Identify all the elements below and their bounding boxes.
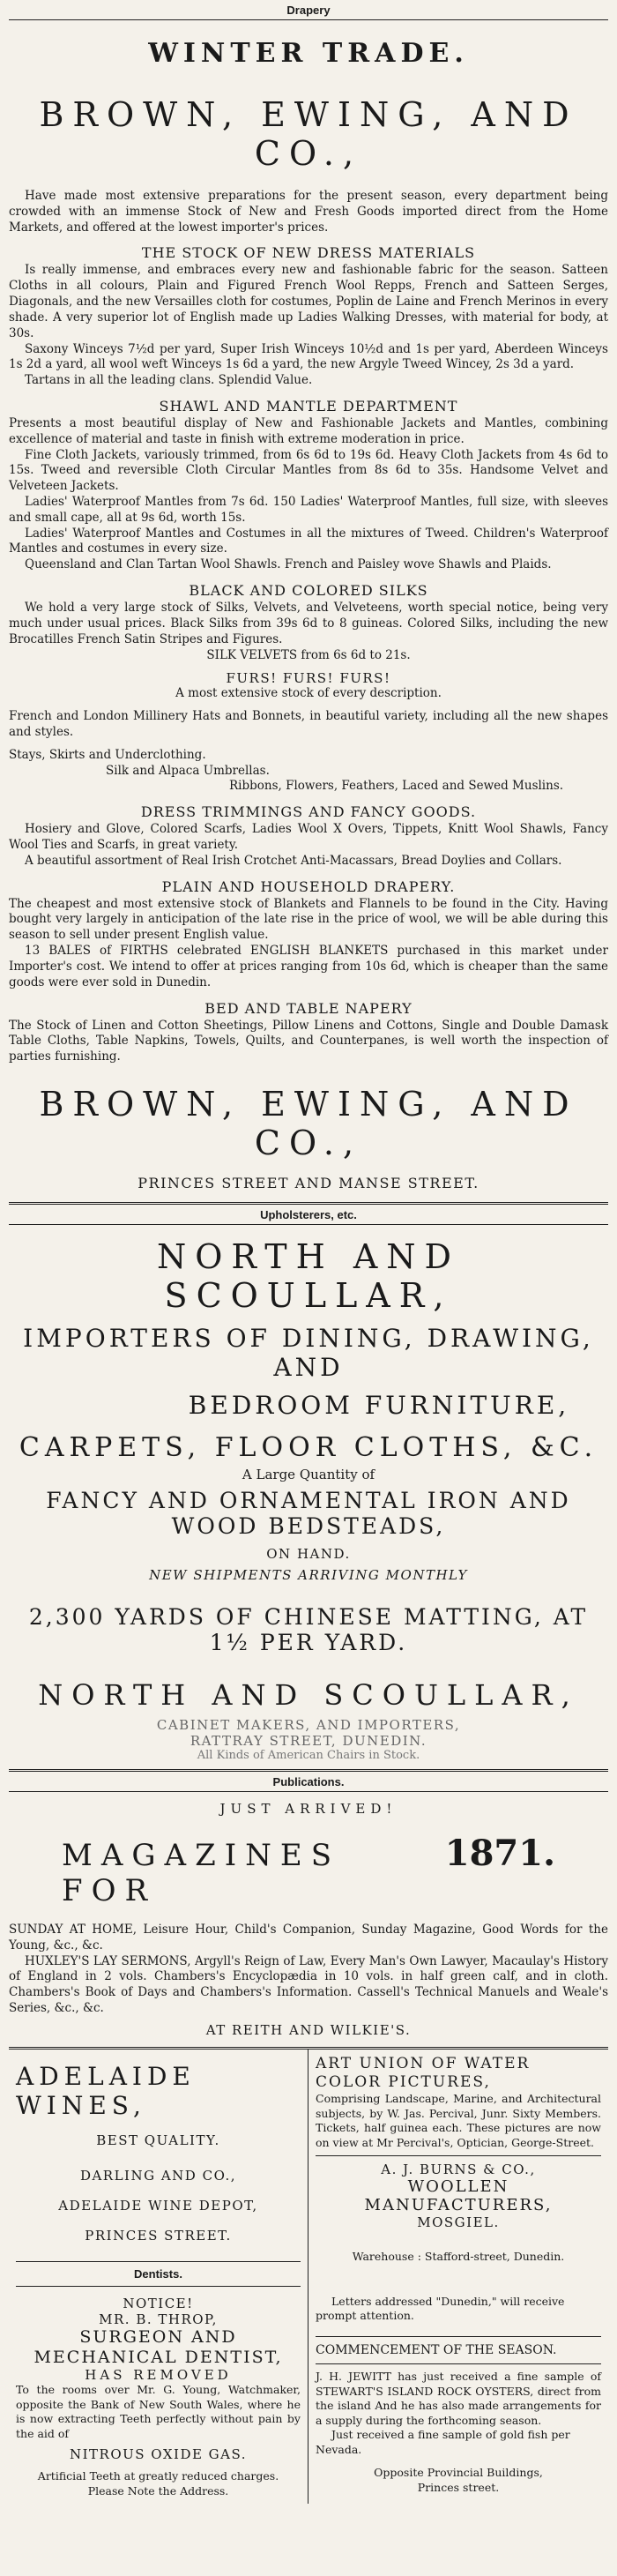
plain-blankets: 13 BALES of FIRTHS celebrated ENGLISH BLANKETS purchased in this market under Importer's cost. We intend to offer at prices ranging from 10s 6d, which is cheaper than the same goods were ever sold in Dunedin. xyxy=(9,944,608,989)
dentist-notice: NOTICE! xyxy=(123,2295,194,2311)
dentist-title: SURGEON AND MECHANICAL DENTIST, xyxy=(33,2326,283,2367)
firm-address: PRINCES STREET AND MANSE STREET. xyxy=(138,1174,479,1191)
ns-on-hand: ON HAND. xyxy=(266,1545,351,1562)
dress-body: Is really immense, and embraces every new and fashionable fabric for the season. Satteen Cloths in all colours, Plain and Figured French Wool Repps, French and Satteen Serges, Diagonals, and the new Versailles cloth for costumes, Poplin de Laine and French Merinos in every shade. A very superior lot of English made up Ladies Walking Dresses, with material for body, at 30s. xyxy=(9,263,608,340)
magazines-for: MAGAZINES FOR xyxy=(62,1837,340,1908)
shawl-costumes: Ladies' Waterproof Mantles and Costumes in all the mixtures of Tweed. Children's Waterproof Mantles and costumes in every size. xyxy=(9,526,608,556)
ns-cabinet: CABINET MAKERS, AND IMPORTERS, xyxy=(156,1716,461,1733)
dress-tartans: Tartans in all the leading clans. Splendid Value. xyxy=(25,373,313,388)
ribbons: Ribbons, Flowers, Feathers, Laced and Sewed Muslins. xyxy=(229,779,564,794)
burns-letters: Letters addressed "Dunedin," will receive prompt attention. xyxy=(316,2294,565,2323)
shawl-waterproof: Ladies' Waterproof Mantles from 7s 6d. 150 Ladies' Waterproof Mantles, full size, with sleeves and small cape, all at 9s 6d, worth 15s. xyxy=(9,495,608,525)
adelaide-title: ADELAIDE WINES, xyxy=(16,2061,196,2120)
left-column xyxy=(9,2050,308,2505)
bed-body: The Stock of Linen and Cotton Sheetings, Pillow Linens and Cottons, Single and Double Damask Table Cloths, Table Napkins, Towels, Quilts, and Counterpanes, is well worth the inspection of parties furnishing. xyxy=(9,1018,608,1064)
dress-heading: THE STOCK OF NEW DRESS MATERIALS xyxy=(141,244,476,262)
right-column xyxy=(308,2050,608,2505)
section-dentists: Dentists. xyxy=(134,2266,182,2281)
burns-place: MOSGIEL. xyxy=(417,2214,500,2231)
drapery-intro: Have made most extensive preparations for the present season, every department being crowded with an immense Stock of New and Fresh Goods imported direct from the Home Markets, and offered at the lowest importer's prices. xyxy=(9,189,608,235)
adelaide-firm: DARLING AND CO., xyxy=(79,2167,237,2184)
dentist-body: To the rooms over Mr. G. Young, Watchmaker, opposite the Bank of New South Wales, where he is now extracting Teeth perfectly without pain by the aid of xyxy=(16,2383,301,2440)
classified-columns xyxy=(9,2047,608,2505)
shawl-body: Presents a most beautiful display of New and Fashionable Jackets and Mantles, combining excellence of material and taste in finish with extreme moderation in price. xyxy=(9,415,608,446)
silk-velvets: SILK VELVETS from 6s 6d to 21s. xyxy=(206,647,411,662)
adelaide-street: PRINCES STREET. xyxy=(85,2227,232,2244)
ns-street: RATTRAY STREET, DUNEDIN. xyxy=(190,1732,427,1749)
ns-bedsteads: FANCY AND ORNAMENTAL IRON AND WOOD BEDSTEADS, xyxy=(46,1487,571,1539)
plain-heading: PLAIN AND HOUSEHOLD DRAPERY. xyxy=(161,877,456,895)
magazines-line xyxy=(9,1833,608,1908)
stays: Stays, Skirts and Underclothing. xyxy=(9,747,206,762)
artunion-body: Comprising Landscape, Marine, and Architectural subjects, by W. Jas. Percival, Junr. Sixty Members. Tickets, half guinea each. These pictures are now on view at Mr Percival's, Optician, George-Street. xyxy=(316,2092,601,2149)
silk-heading: BLACK AND COLORED SILKS xyxy=(189,582,428,600)
ns-chairs: All Kinds of American Chairs in Stock. xyxy=(197,1748,420,1762)
jewitt-body: J. H. JEWITT has just received a fine sample of STEWART'S ISLAND ROCK OYSTERS, direct from the island And he has also made arrangements for a supply during the forthcoming season. xyxy=(316,2370,601,2427)
banner-winter-trade: WINTER TRADE. xyxy=(148,38,469,69)
jewitt-head: COMMENCEMENT OF THE SEASON. xyxy=(316,2342,557,2357)
ns-importers: IMPORTERS OF DINING, DRAWING, AND xyxy=(23,1323,594,1382)
umbrellas: Silk and Alpaca Umbrellas. xyxy=(106,763,270,778)
section-drapery: Drapery xyxy=(9,0,608,20)
firm-name-footer: BROWN, EWING, AND CO., xyxy=(39,1084,578,1162)
trim-crotchet: A beautiful assortment of Real Irish Crotchet Anti-Macassars, Bread Doylies and Collars. xyxy=(25,853,562,868)
burns-warehouse: Warehouse : Stafford-street, Dunedin. xyxy=(352,2250,565,2264)
millinery: French and London Millinery Hats and Bonnets, in beautiful variety, including all the new shapes and styles. xyxy=(9,709,608,739)
pub-huxley: HUXLEY'S LAY SERMONS, Argyll's Reign of Law, Every Man's Own Lawyer, Macaulay's History of England in 2 vols. Chambers's Encyclopædia in 10 vols. in half green calf, and in cloth. Chambers's Book of Days and Chambers's Information. Cassell's Technical Manuels and Weale's Series, &c., &c. xyxy=(9,1953,608,2015)
ns-firm-footer: NORTH AND SCOULLAR, xyxy=(38,1677,579,1712)
ns-carpets: CARPETS, FLOOR CLOTHS, &C. xyxy=(19,1431,598,1463)
ns-quantity: A Large Quantity of xyxy=(242,1466,375,1482)
pub-at: AT REITH AND WILKIE'S. xyxy=(205,2021,412,2038)
adelaide-quality: BEST QUALITY. xyxy=(96,2132,220,2148)
bed-heading: BED AND TABLE NAPERY xyxy=(204,999,413,1017)
trim-body: Hosiery and Glove, Colored Scarfs, Ladies Wool X Overs, Tippets, Knitt Wool Shawls, Fancy Wool Ties and Scarfs, in great variety. xyxy=(9,822,608,852)
burns-firm: A. J. BURNS & CO., xyxy=(381,2162,536,2178)
jewitt-addr2: Princes street. xyxy=(417,2480,500,2494)
dentist-name: MR. B. THROP, xyxy=(99,2311,218,2327)
furs-sub: A most extensive stock of every description. xyxy=(175,686,442,701)
pub-sunday: SUNDAY AT HOME, Leisure Hour, Child's Companion, Sunday Magazine, Good Words for the Young, &c., &c. xyxy=(9,1922,608,1953)
section-publications: Publications. xyxy=(9,1772,608,1792)
silk-body: We hold a very large stock of Silks, Velvets, and Velveteens, worth special notice, being very much under usual prices. Black Silks from 39s 6d to 8 guineas. Colored Silks, including the new Brocatilles French Satin Stripes and Figures. xyxy=(9,601,608,646)
adelaide-depot: ADELAIDE WINE DEPOT, xyxy=(58,2197,258,2214)
burns-title: WOOLLEN MANUFACTURERS, xyxy=(364,2177,553,2215)
section-upholsterers: Upholsterers, etc. xyxy=(9,1205,608,1225)
shawl-heading: SHAWL AND MANTLE DEPARTMENT xyxy=(159,397,458,414)
trim-heading: DRESS TRIMMINGS AND FANCY GOODS. xyxy=(140,803,477,821)
dentist-removed: HAS REMOVED xyxy=(85,2367,232,2384)
firm-name: BROWN, EWING, AND CO., xyxy=(39,95,578,173)
furs-heading: FURS! FURS! FURS! xyxy=(226,670,391,687)
plain-body: The cheapest and most extensive stock of Blankets and Flannels to be found in the City. Having bought very largely in anticipation of the late rise in the price of wool, we will be able during this season to sell under present English value. xyxy=(9,896,608,943)
dentist-gas: NITROUS OXIDE GAS. xyxy=(69,2446,248,2463)
dentist-teeth: Artificial Teeth at greatly reduced charges. xyxy=(37,2469,279,2483)
just-arrived: JUST ARRIVED! xyxy=(219,1800,398,1817)
shawl-tartan: Queensland and Clan Tartan Wool Shawls. French and Paisley wove Shawls and Plaids. xyxy=(25,557,552,572)
dentist-note: Please Note the Address. xyxy=(87,2483,229,2498)
shawl-jackets: Fine Cloth Jackets, variously trimmed, from 6s 6d to 19s 6d. Heavy Cloth Jackets from 4s 6d to 15s. Tweed and reversible Cloth Circular Mantles from 8s 6d to 35s. Handsome Velvet and Velveteen Jackets. xyxy=(9,447,608,494)
ns-firm: NORTH AND SCOULLAR, xyxy=(156,1236,461,1315)
ns-matting: 2,300 YARDS OF CHINESE MATTING, AT 1½ PER YARD. xyxy=(28,1603,589,1655)
jewitt-goldfish: Just received a fine sample of gold fish per Nevada. xyxy=(316,2428,570,2456)
jewitt-addr1: Opposite Provincial Buildings, xyxy=(374,2466,543,2480)
artunion-title: ART UNION OF WATER COLOR PICTURES, xyxy=(316,2054,531,2092)
dress-winceys: Saxony Winceys 7½d per yard, Super Irish Winceys 10½d and 1s per yard, Aberdeen Winceys 1s 2d a yard, all wool weft Winceys 1s 6d a yard, the new Argyle Tweed Wincey, 2s 3d a yard. xyxy=(9,341,608,372)
magazines-year: 1871. xyxy=(444,1832,555,1874)
ns-shipments: NEW SHIPMENTS ARRIVING MONTHLY xyxy=(149,1566,468,1583)
ns-bedroom: BEDROOM FURNITURE, xyxy=(188,1390,570,1420)
